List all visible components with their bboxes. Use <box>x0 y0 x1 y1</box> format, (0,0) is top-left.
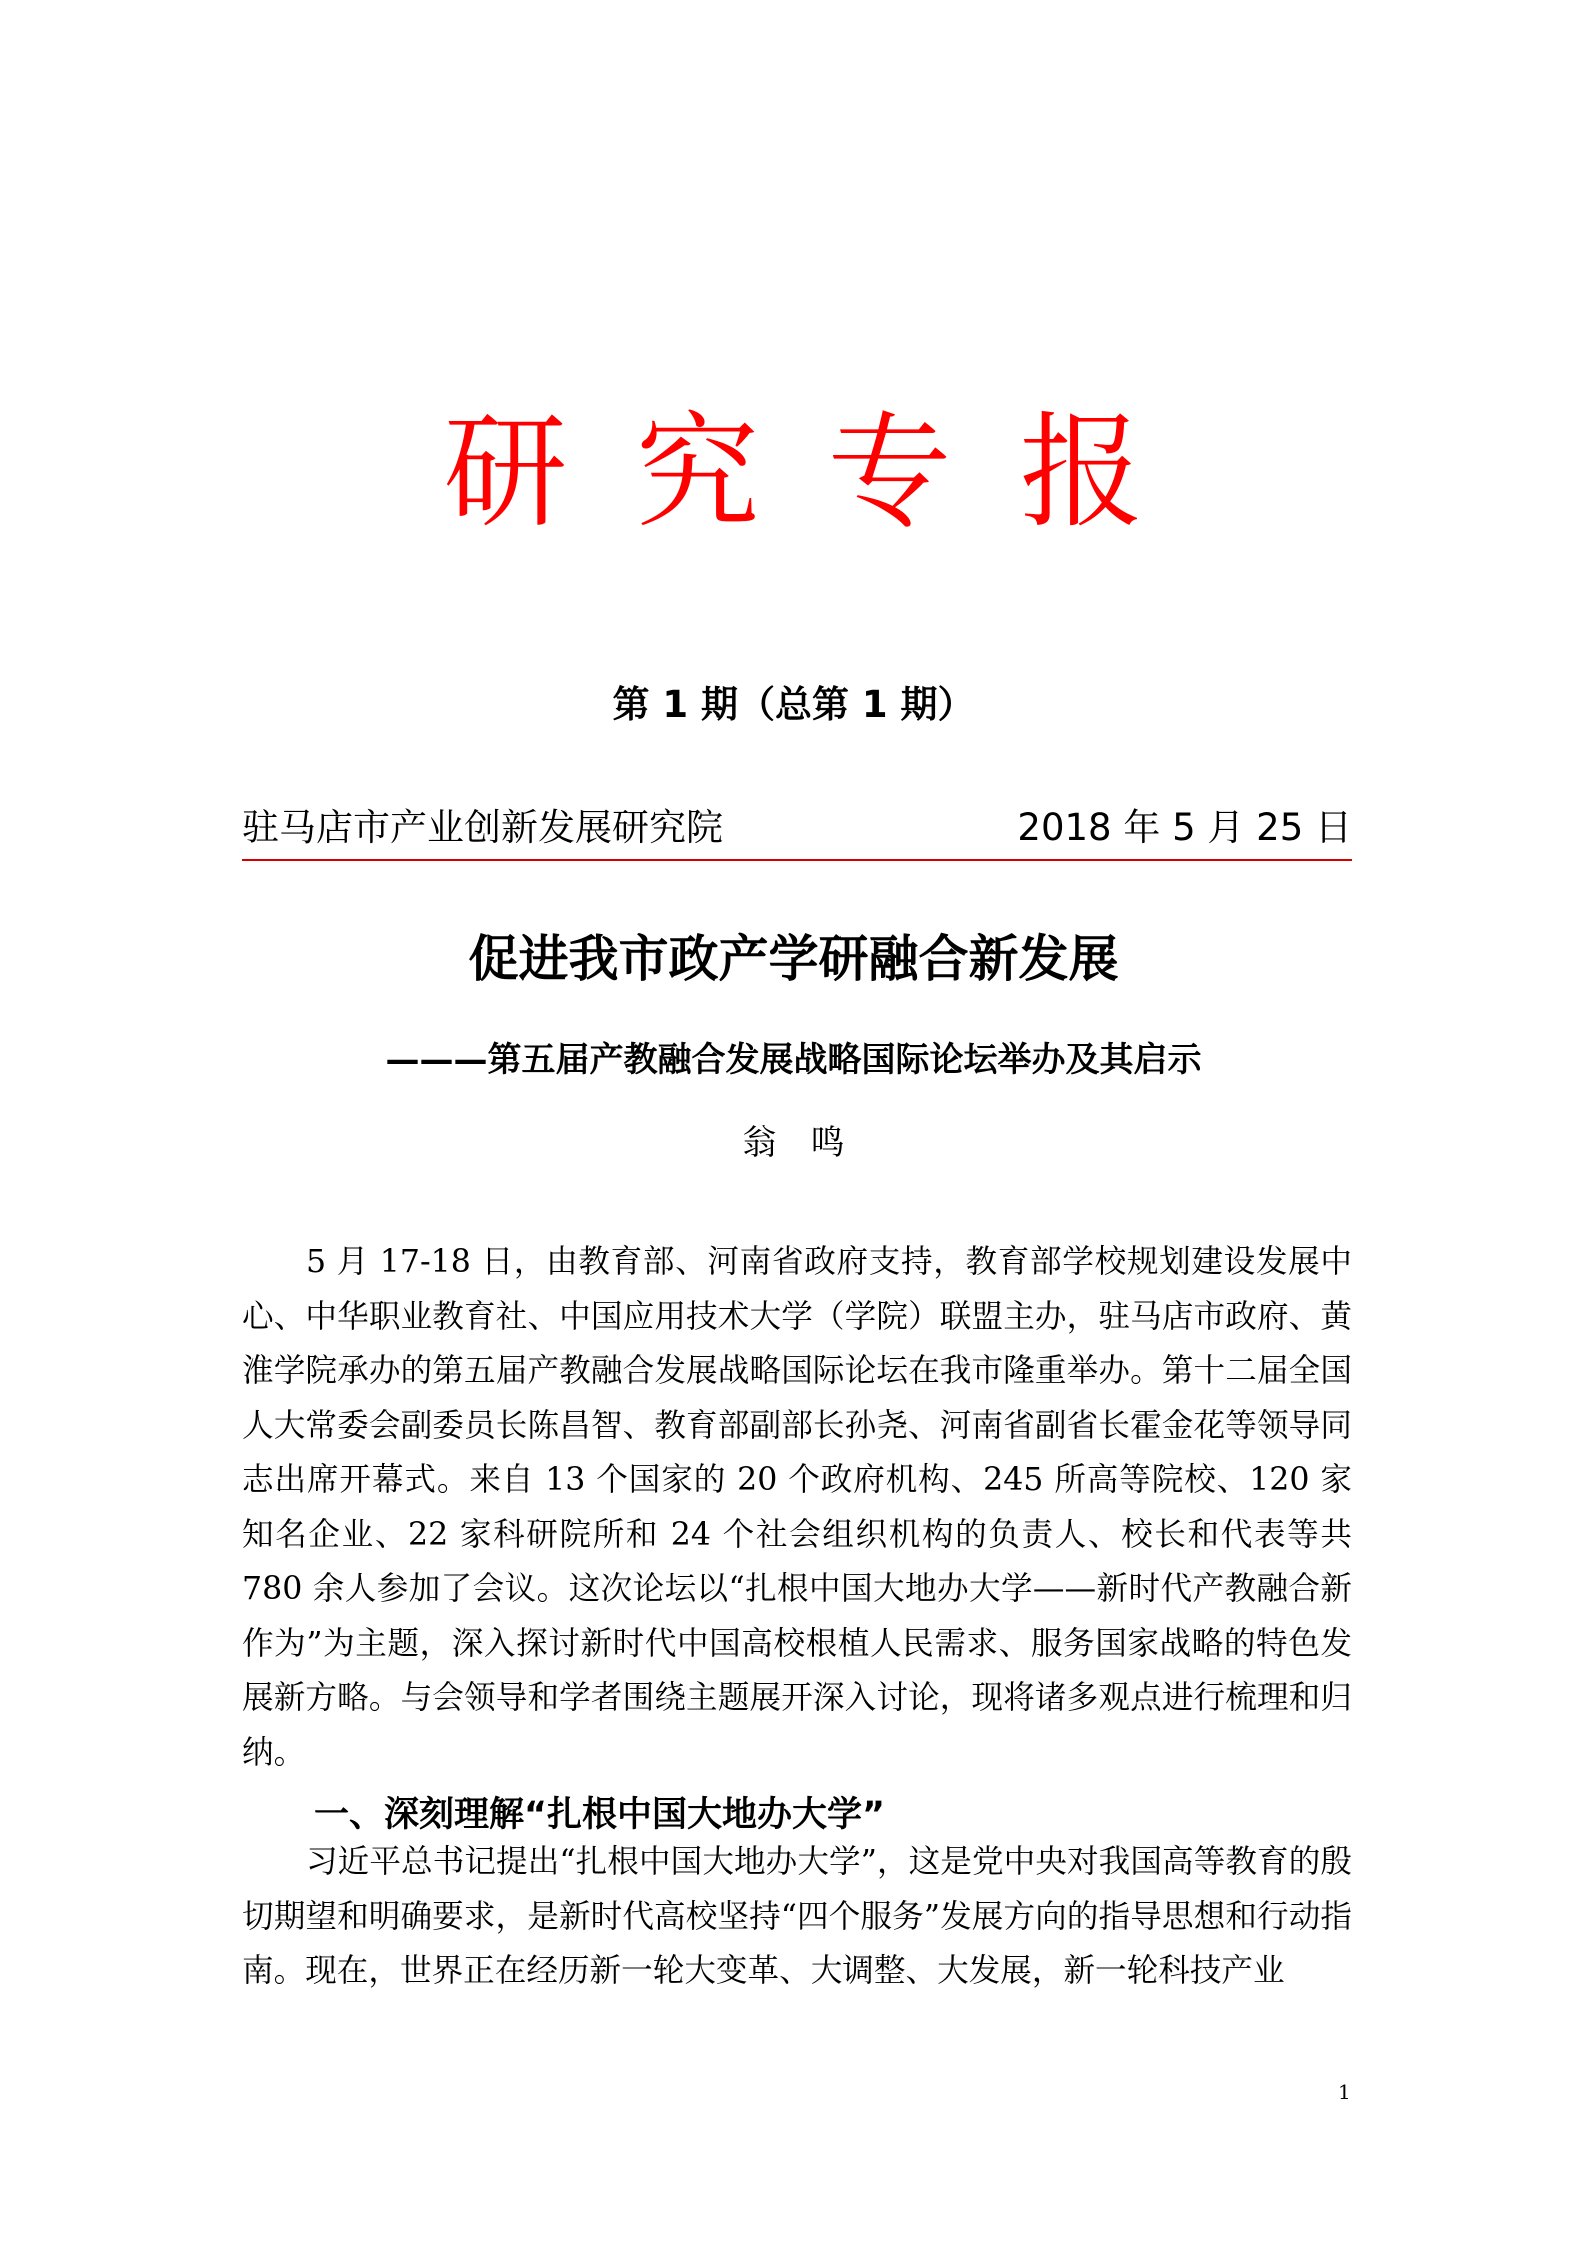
issue-number: 第 1 期（总第 1 期） <box>612 683 975 726</box>
organization-name: 驻马店市产业创新发展研究院 <box>242 806 723 849</box>
section-heading-1: 一、深刻理解“扎根中国大地办大学” <box>314 1795 886 1835</box>
article-author: 翁鸣 <box>742 1123 879 1163</box>
page-number: 1 <box>1338 2080 1351 2104</box>
body-paragraph-section-1: 习近平总书记提出“扎根中国大地办大学”，这是党中央对我国高等教育的殷切期望和明确要求，是新时代高校坚持“四个服务”发展方向的指导思想和行动指南。现在，世界正在经历新一轮大变革、大调整、大发展，新一轮科技产业 <box>242 1844 1352 1989</box>
red-divider-rule <box>242 859 1352 861</box>
publication-date: 2018 年 5 月 25 日 <box>1017 806 1352 849</box>
masthead-title: 研究专报 <box>443 401 1212 545</box>
publication-header <box>242 800 1352 856</box>
article-title: 促进我市政产学研融合新发展 <box>468 930 1119 988</box>
article-subtitle: ———第五届产教融合发展战略国际论坛举办及其启示 <box>385 1040 1202 1080</box>
body-paragraph-intro: 5 月 17-18 日，由教育部、河南省政府支持，教育部学校规划建设发展中心、中华职业教育社、中国应用技术大学（学院）联盟主办，驻马店市政府、黄淮学院承办的第五届产教融合发展战略国际论坛在我市隆重举办。第十二届全国人大常委会副委员长陈昌智、教育部副部长孙尧、河南省副省长霍金花等领导同志出席开幕式。来自 13 个国家的 20 个政府机构、245 所高等院校、120 家知名企业、22 家科研院所和 24 个社会组织机构的负责人、校长和代表等共 780 余人参加了会议。这次论坛以“扎根中国大地办大学——新时代产教融合新作为”为主题，深入探讨新时代中国高校根植人民需求、服务国家战略的特色发展新方略。与会领导和学者围绕主题展开深入讨论，现将诸多观点进行梳理和归纳。 <box>242 1244 1352 1771</box>
